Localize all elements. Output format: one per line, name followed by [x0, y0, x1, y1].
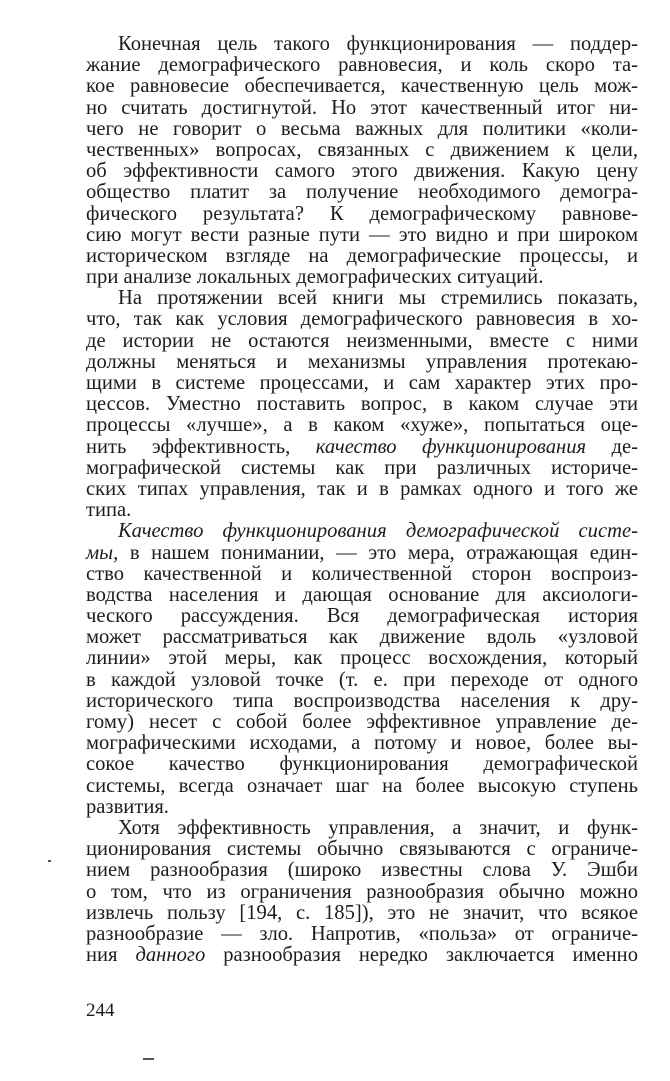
text-line: исторического типа воспроизводства населения к дру-: [86, 689, 638, 712]
text-line: [86, 945, 638, 966]
text-line: но считать достигнутой. Но этот качественный итог ни-: [86, 96, 638, 119]
text-fragment: нить эффективность,: [86, 435, 316, 458]
text-line: ских типах управления, так и в рамках одного и того же: [86, 477, 638, 500]
text-line: об эффективности самого этого движения. Какую цену: [86, 160, 638, 183]
text-fragment: в нашем понимании, — это мера, отражающая един-: [118, 541, 638, 564]
margin-speck: [143, 1058, 154, 1060]
text-line: мографической системы как при различных историче-: [86, 456, 638, 479]
text-line: цессов. Уместно поставить вопрос, в каком случае эти: [86, 393, 638, 416]
text-line: о том, что из ограничения разнообразия обычно можно: [86, 880, 638, 903]
paragraph-1: [86, 34, 638, 288]
text-line: мографическими исходами, а потому и новое, более вы-: [86, 732, 638, 755]
text-line: процессы «лучше», а в каком «хуже», попытаться оце-: [86, 414, 638, 437]
text-line: де истории не остаются неизменными, вместе с ними: [86, 329, 638, 352]
text-line: [86, 437, 638, 458]
text-line: типа.: [86, 499, 132, 522]
text-line: фического результата? К демографическому равнове-: [86, 202, 638, 225]
text-line: сокое качество функционирования демографической: [86, 753, 638, 776]
text-line: историческом взгляде на демографические процессы, и: [86, 244, 638, 267]
text-line: в каждой узловой точке (т. е. при переходе от одного: [86, 668, 638, 691]
text-line: водства населения и дающая основание для аксиологи-: [86, 583, 638, 606]
italic-term: Качество функционирования демографической систе-: [118, 520, 638, 543]
text-line: жание демографического равновесия, и коль скоро та-: [86, 54, 638, 77]
text-line: разнообразие — зло. Напротив, «польза» от ограниче-: [86, 922, 638, 945]
text-line: ство качественной и количественной сторон воспроиз-: [86, 562, 638, 585]
paragraph-2: [86, 288, 638, 521]
text-line: общество платит за получение необходимого демогра-: [86, 181, 638, 204]
text-line: [86, 543, 638, 564]
text-line: Конечная цель такого функционирования — поддер-: [118, 33, 638, 55]
text-line: при анализе локальных демографических ситуаций.: [86, 266, 544, 289]
text-line: развития.: [86, 795, 169, 818]
text-line: ционирования системы обычно связываются с ограниче-: [86, 838, 638, 861]
text-line: извлечь пользу [194, с. 185]), это не значит, что всякое: [86, 901, 638, 924]
paragraph-3: [86, 521, 638, 818]
text-fragment: ния: [86, 944, 136, 967]
text-line: кое равновесие обеспечивается, качественную цель мож-: [86, 75, 638, 98]
paragraph-4: [86, 818, 638, 966]
margin-speck: [48, 860, 51, 862]
text-line: На протяжении всей книги мы стремились показать,: [118, 287, 638, 310]
text-line: должны меняться и механизмы управления протекаю-: [86, 350, 638, 373]
text-line: ческого рассуждения. Вся демографическая история: [86, 605, 638, 628]
text-line: гому) несет с собой более эффективное управление де-: [86, 711, 638, 733]
text-fragment: де-: [586, 435, 638, 458]
text-fragment: разнообразия нередко заключается именно: [205, 944, 639, 967]
page-number: 244: [86, 1000, 115, 1021]
text-line: линии» этой меры, как процесс восхождения, который: [86, 647, 638, 670]
italic-term: мы,: [86, 541, 119, 564]
text-line: нием разнообразия (широко известны слова У. Эшби: [86, 859, 638, 882]
text-line: может рассматриваться как движение вдоль «узловой: [86, 626, 638, 649]
text-line: системы, всегда означает шаг на более высокую ступень: [86, 774, 638, 797]
text-line: чего не говорит о весьма важных для политики «коли-: [86, 117, 638, 140]
text-line: чественных» вопросах, связанных с движением к цели,: [86, 138, 638, 161]
text-line: щими в системе процессами, и сам характер этих про-: [86, 372, 638, 394]
italic-term: качество функционирования: [315, 435, 587, 458]
italic-term: данного: [135, 944, 206, 967]
page-body-text: [86, 34, 638, 966]
text-line: Хотя эффективность управления, а значит, и функ-: [118, 816, 638, 839]
text-line: что, так как условия демографического равновесия в хо-: [86, 308, 638, 331]
text-line: сию могут вести разные пути — это видно и при широком: [86, 223, 638, 246]
